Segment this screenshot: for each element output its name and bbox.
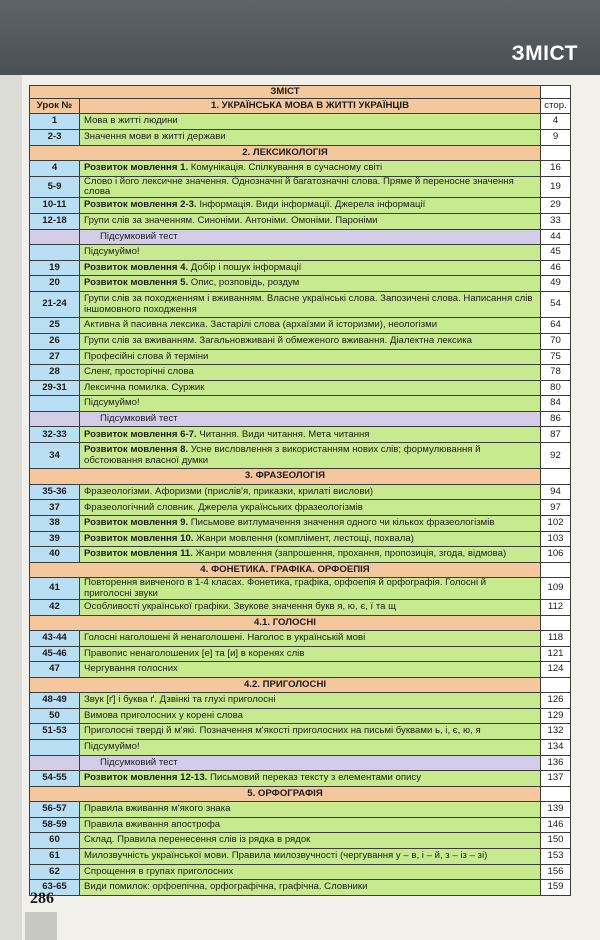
- page-ref: 106: [541, 547, 571, 563]
- section-page-cell: [541, 469, 571, 484]
- lesson-title: [80, 176, 541, 198]
- lesson-title: [80, 646, 541, 662]
- toc-row: [30, 578, 571, 600]
- toc-row: [30, 880, 571, 896]
- page-ref: 156: [541, 864, 571, 880]
- lesson-title-text: Підсумковий тест: [100, 412, 178, 424]
- page-ref: 92: [541, 443, 571, 469]
- lesson-title-text: Правила вживання м'якого знака: [84, 803, 231, 815]
- lesson-title-text: Фразеологічний словник. Джерела українських фразеологізмів: [84, 501, 363, 513]
- lesson-number: 5-9: [30, 176, 80, 198]
- lesson-title-bold: Розвиток мовлення 9.: [84, 517, 189, 529]
- toc-title-spacer: [541, 86, 571, 99]
- page-ref: 134: [541, 739, 571, 755]
- lesson-title-text: Милозвучність української мови. Правила милозвучності (чергування у – в, і – й, з – із – зі): [84, 850, 488, 862]
- lesson-number: 34: [30, 443, 80, 469]
- lesson-title: [80, 484, 541, 500]
- lesson-number: 19: [30, 260, 80, 276]
- lesson-number: [30, 755, 80, 771]
- page-ref: 64: [541, 318, 571, 334]
- toc-section-row: [30, 562, 571, 577]
- toc-row: [30, 516, 571, 532]
- toc-test-row: [30, 411, 571, 427]
- lesson-title: [80, 443, 541, 469]
- lesson-title-text: Жанри мовлення (комплімент, лестощі, похвала): [193, 532, 414, 544]
- page-ref: 132: [541, 724, 571, 740]
- lesson-title: [80, 291, 541, 317]
- page-ref: 33: [541, 213, 571, 229]
- lesson-number: 42: [30, 600, 80, 616]
- lesson-title: [80, 848, 541, 864]
- lesson-title: [80, 531, 541, 547]
- footer-strip: [25, 912, 57, 940]
- lesson-title: [80, 333, 541, 349]
- lesson-number: 61: [30, 848, 80, 864]
- lesson-title-text: Підсумковий тест: [100, 756, 178, 768]
- page-ref: 136: [541, 755, 571, 771]
- lesson-title: [80, 833, 541, 849]
- page-ref: 150: [541, 833, 571, 849]
- lesson-title: [80, 755, 541, 771]
- section-heading: 2. ЛЕКСИКОЛОГІЯ: [30, 145, 541, 160]
- lesson-title-text: Професійні слова й терміни: [84, 350, 209, 362]
- toc-row: [30, 213, 571, 229]
- section-heading: 1. УКРАЇНСЬКА МОВА В ЖИТТІ УКРАЇНЦІВ: [80, 99, 541, 114]
- lesson-number: 37: [30, 500, 80, 516]
- lesson-number: 32-33: [30, 427, 80, 443]
- page-ref: 46: [541, 260, 571, 276]
- page-ref: 112: [541, 600, 571, 616]
- lesson-title: [80, 380, 541, 396]
- toc-row: [30, 708, 571, 724]
- lesson-title-text: Лексична помилка. Суржик: [84, 381, 205, 393]
- toc-row: [30, 600, 571, 616]
- lesson-number: 62: [30, 864, 80, 880]
- lesson-number: 20: [30, 276, 80, 292]
- page-ref: 124: [541, 662, 571, 678]
- toc-section-row: [30, 677, 571, 692]
- toc-row: [30, 802, 571, 818]
- lesson-title-bold: Розвиток мовлення 6-7.: [84, 428, 197, 440]
- page-margin-strip: [0, 75, 22, 940]
- lesson-title: [80, 547, 541, 563]
- toc-row: [30, 129, 571, 145]
- lesson-number: 29-31: [30, 380, 80, 396]
- lesson-title: [80, 365, 541, 381]
- page-ref: 45: [541, 245, 571, 261]
- section-page-cell: [541, 145, 571, 160]
- page-number: 286: [30, 890, 54, 907]
- page-ref: 139: [541, 802, 571, 818]
- lesson-title: [80, 500, 541, 516]
- page-ref: 146: [541, 817, 571, 833]
- toc-row: [30, 443, 571, 469]
- lesson-title-text: Особливості української графіки. Звукове значення букв я, ю, є, ї та щ: [84, 601, 397, 613]
- lesson-title: [80, 662, 541, 678]
- lesson-number: [30, 396, 80, 412]
- lesson-title-text: Звук [ґ] і буква ґ. Дзвінкі та глухі приголосні: [84, 694, 276, 706]
- lesson-title: [80, 114, 541, 130]
- lesson-title-text: Підсумуймо!: [84, 741, 140, 753]
- section-heading: 4.1. ГОЛОСНІ: [30, 615, 541, 630]
- toc-row: [30, 245, 571, 261]
- lesson-title-text: Жанри мовлення (запрошення, прохання, пропозиція, згода, відмова): [192, 548, 507, 560]
- lesson-title-text: Активна й пасивна лексика. Застарілі слова (архаїзми й історизми), неологізми: [84, 319, 438, 331]
- page-ref: 54: [541, 291, 571, 317]
- page-ref: 9: [541, 129, 571, 145]
- toc-row: [30, 198, 571, 214]
- toc-row: [30, 771, 571, 787]
- lesson-title-bold: Розвиток мовлення 2-3.: [84, 199, 197, 211]
- lesson-title-text: Склад. Правила перенесення слів із рядка в рядок: [84, 834, 311, 846]
- page-ref: 87: [541, 427, 571, 443]
- section-heading: 4.2. ПРИГОЛОСНІ: [30, 677, 541, 692]
- lesson-title-text: Слово і його лексичне значення. Однозначні й багатозначні слова. Пряме й переносне значення слова: [84, 175, 514, 197]
- toc-row: [30, 484, 571, 500]
- lesson-number: 50: [30, 708, 80, 724]
- lesson-title: [80, 724, 541, 740]
- page-ref: 4: [541, 114, 571, 130]
- page-ref: 103: [541, 531, 571, 547]
- toc-section-row: [30, 615, 571, 630]
- page-ref: 75: [541, 349, 571, 365]
- lesson-number: 35-36: [30, 484, 80, 500]
- lesson-number: 2-3: [30, 129, 80, 145]
- toc-row: [30, 291, 571, 317]
- toc-row: [30, 547, 571, 563]
- toc-row: [30, 396, 571, 412]
- lesson-title-text: Усне висловлення з використанням нових слів; формулювання й обстоювання власної думки: [84, 444, 481, 466]
- toc-title: ЗМІСТ: [30, 86, 541, 99]
- toc-row: [30, 817, 571, 833]
- toc-row: [30, 260, 571, 276]
- page-ref: 153: [541, 848, 571, 864]
- lesson-title-text: Фразеологізми. Афоризми (прислів'я, приказки, крилаті вислови): [84, 485, 374, 497]
- toc-row: [30, 365, 571, 381]
- lesson-number: 4: [30, 160, 80, 176]
- toc-row: [30, 662, 571, 678]
- lesson-number: 39: [30, 531, 80, 547]
- lesson-title: [80, 771, 541, 787]
- lesson-number: 27: [30, 349, 80, 365]
- lesson-number: 58-59: [30, 817, 80, 833]
- page-ref: 159: [541, 880, 571, 896]
- section-page-cell: [541, 562, 571, 577]
- page-ref: 129: [541, 708, 571, 724]
- page-ref: 94: [541, 484, 571, 500]
- toc-row: [30, 333, 571, 349]
- lesson-title: [80, 708, 541, 724]
- lesson-title-text: Підсумковий тест: [100, 230, 178, 242]
- lesson-title-text: Групи слів за значенням. Синоніми. Антоніми. Омоніми. Пароніми: [84, 215, 378, 227]
- lesson-number: 60: [30, 833, 80, 849]
- lesson-title: [80, 198, 541, 214]
- lesson-title: [80, 396, 541, 412]
- lesson-title-bold: Розвиток мовлення 5.: [84, 277, 189, 289]
- lesson-title: [80, 880, 541, 896]
- toc-row: [30, 833, 571, 849]
- toc-row: [30, 160, 571, 176]
- lesson-number: 47: [30, 662, 80, 678]
- toc-row: [30, 531, 571, 547]
- toc-row: [30, 500, 571, 516]
- lesson-number: 26: [30, 333, 80, 349]
- lesson-number: 10-11: [30, 198, 80, 214]
- lesson-number: [30, 229, 80, 245]
- lesson-title: [80, 631, 541, 647]
- section-page-cell: [541, 615, 571, 630]
- lesson-title: [80, 693, 541, 709]
- lesson-title: [80, 349, 541, 365]
- section-heading: 4. ФОНЕТИКА. ГРАФІКА. ОРФОЕПІЯ: [30, 562, 541, 577]
- toc-row: [30, 693, 571, 709]
- lesson-title: [80, 245, 541, 261]
- lesson-title-bold: Розвиток мовлення 11.: [84, 548, 193, 560]
- page-ref: 84: [541, 396, 571, 412]
- header-bar: [0, 0, 600, 75]
- lesson-title-text: Письмове витлумачення значення одного чи кількох фразеологізмів: [188, 517, 495, 529]
- lesson-number: 54-55: [30, 771, 80, 787]
- lesson-title-text: Вимова приголосних у корені слова: [84, 709, 243, 721]
- lesson-title: [80, 129, 541, 145]
- lesson-title: [80, 817, 541, 833]
- toc-row: [30, 380, 571, 396]
- section-page-cell: [541, 677, 571, 692]
- lesson-title-text: Комунікація. Спілкування в сучасному світі: [188, 162, 383, 174]
- lesson-number: [30, 411, 80, 427]
- lesson-title: [80, 411, 541, 427]
- page-ref: 78: [541, 365, 571, 381]
- lesson-title-bold: Розвиток мовлення 4.: [84, 261, 189, 273]
- section-heading: 5. ОРФОГРАФІЯ: [30, 786, 541, 801]
- section-heading: 3. ФРАЗЕОЛОГІЯ: [30, 469, 541, 484]
- lesson-title-text: Добір і пошук інформації: [188, 261, 302, 273]
- lesson-number: 41: [30, 578, 80, 600]
- lesson-title: [80, 229, 541, 245]
- page-ref: 16: [541, 160, 571, 176]
- lesson-number: [30, 739, 80, 755]
- lesson-title-text: Письмовий переказ тексту з елементами опису: [207, 772, 422, 784]
- toc-row: [30, 848, 571, 864]
- lesson-title-text: Чергування голосних: [84, 663, 178, 675]
- toc-row: [30, 427, 571, 443]
- lesson-title-text: Голосні наголошені й ненаголошені. Наголос в українській мові: [84, 632, 366, 644]
- toc-row: [30, 739, 571, 755]
- page-ref: 97: [541, 500, 571, 516]
- lesson-number: 45-46: [30, 646, 80, 662]
- lesson-number: 43-44: [30, 631, 80, 647]
- lesson-title-text: Види помилок: орфоепічна, орфографічна, графічна. Словники: [84, 881, 368, 893]
- page-ref: 137: [541, 771, 571, 787]
- lesson-title-text: Значення мови в житті держави: [84, 131, 226, 143]
- lesson-number: 56-57: [30, 802, 80, 818]
- lesson-title: [80, 802, 541, 818]
- lesson-title: [80, 160, 541, 176]
- lesson-title: [80, 739, 541, 755]
- lesson-title-bold: Розвиток мовлення 8.: [84, 444, 189, 456]
- page-ref: 29: [541, 198, 571, 214]
- toc-row: [30, 276, 571, 292]
- lesson-number: 12-18: [30, 213, 80, 229]
- lesson-title: [80, 600, 541, 616]
- toc-row: [30, 646, 571, 662]
- lesson-title-text: Приголосні тверді й м'які. Позначення м'якості приголосних на письмі буквами ь, і, є, ю, я: [84, 725, 481, 737]
- lesson-title: [80, 864, 541, 880]
- lesson-number: 21-24: [30, 291, 80, 317]
- lesson-title-text: Мова в житті людини: [84, 115, 178, 127]
- lesson-number: 38: [30, 516, 80, 532]
- lesson-title-text: Інформація. Види інформації. Джерела інформації: [196, 199, 426, 211]
- lesson-title-text: Правила вживання апострофа: [84, 818, 221, 830]
- toc-test-row: [30, 755, 571, 771]
- toc-row: [30, 114, 571, 130]
- page-ref: 86: [541, 411, 571, 427]
- lesson-number: 28: [30, 365, 80, 381]
- lesson-title: [80, 213, 541, 229]
- lesson-title-text: Повторення вивченого в 1-4 класах. Фонетика, графіка, орфоепія й орфографія. Голосні й приголосні звуки: [84, 577, 487, 599]
- toc-section-row: [30, 99, 571, 114]
- page-ref: 49: [541, 276, 571, 292]
- lesson-title: [80, 260, 541, 276]
- lesson-title-text: Групи слів за походженням і вживанням. Власне українські слова. Запозичені слова. Написання слів іншомовного походження: [84, 293, 533, 315]
- toc-row: [30, 176, 571, 198]
- toc-row: [30, 631, 571, 647]
- page-ref: 118: [541, 631, 571, 647]
- lesson-title: [80, 516, 541, 532]
- lesson-number: 40: [30, 547, 80, 563]
- page-ref: 80: [541, 380, 571, 396]
- lesson-title: [80, 427, 541, 443]
- toc-section-row: [30, 145, 571, 160]
- lesson-number: 1: [30, 114, 80, 130]
- toc-section-row: [30, 786, 571, 801]
- lesson-title-bold: Розвиток мовлення 12-13.: [84, 772, 208, 784]
- page-ref: 102: [541, 516, 571, 532]
- section-page-cell: [541, 786, 571, 801]
- lesson-title-text: Читання. Види читання. Мета читання: [196, 428, 370, 440]
- lesson-title: [80, 578, 541, 600]
- lesson-title-text: Сленг, просторічні слова: [84, 366, 194, 378]
- toc-section-row: [30, 469, 571, 484]
- lesson-title-text: Підсумуймо!: [84, 246, 140, 258]
- lesson-title-text: Правопис ненаголошених [е] та [и] в коренях слів: [84, 647, 305, 659]
- col-page-header: стор.: [541, 99, 571, 114]
- lesson-title-text: Підсумуймо!: [84, 397, 140, 409]
- page-ref: 44: [541, 229, 571, 245]
- toc-title-row: [30, 86, 571, 99]
- lesson-number: 51-53: [30, 724, 80, 740]
- lesson-number: 48-49: [30, 693, 80, 709]
- page-ref: 70: [541, 333, 571, 349]
- toc-row: [30, 724, 571, 740]
- page-ref: 121: [541, 646, 571, 662]
- page-ref: 109: [541, 578, 571, 600]
- lesson-title: [80, 318, 541, 334]
- toc-table: [29, 85, 571, 896]
- lesson-number: 63-65: [30, 880, 80, 896]
- lesson-number: [30, 245, 80, 261]
- lesson-title-text: Групи слів за вживанням. Загальновживані й обмеженого вживання. Діалектна лексика: [84, 335, 472, 347]
- page-ref: 19: [541, 176, 571, 198]
- toc-test-row: [30, 229, 571, 245]
- lesson-title-text: Опис, розповідь, роздум: [188, 277, 300, 289]
- col-lesson-header: Урок №: [30, 99, 80, 114]
- section-title: ЗМІСТ: [511, 42, 578, 65]
- lesson-number: 25: [30, 318, 80, 334]
- lesson-title-bold: Розвиток мовлення 1.: [84, 162, 189, 174]
- lesson-title-text: Спрощення в групах приголосних: [84, 865, 234, 877]
- toc-row: [30, 318, 571, 334]
- lesson-title: [80, 276, 541, 292]
- lesson-title-bold: Розвиток мовлення 10.: [84, 532, 194, 544]
- toc-row: [30, 864, 571, 880]
- page-ref: 126: [541, 693, 571, 709]
- toc-row: [30, 349, 571, 365]
